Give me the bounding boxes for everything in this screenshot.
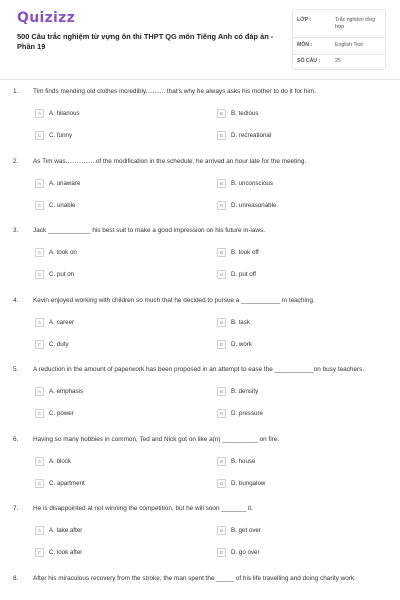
option-letter-box: A [35,526,44,535]
option-letter-box: B [217,318,226,327]
option-label: B. task [231,318,250,326]
question-text: As Tim was.................of the modification in the schedule, he arrived an hour late for the meeting. [33,157,307,165]
meta-count-label: SỐ CÂU : [297,58,321,64]
meta-count-value: 25 [335,58,341,64]
meta-divider [293,37,385,38]
option-letter-box: C [35,201,44,210]
answer-option[interactable] [35,270,74,279]
question-number: 5. [13,366,19,373]
option-letter-box: A [35,109,44,118]
option-letter-box: C [35,131,44,140]
option-letter-box: D [217,270,226,279]
option-letter-box: B [217,526,226,535]
option-label: A. took on [49,249,77,256]
option-label: B. house [231,457,256,465]
option-label: B. took off [231,249,259,256]
answer-option[interactable] [217,409,263,418]
answer-option[interactable] [217,131,271,140]
option-letter-box: B [217,387,226,396]
option-letter-box: B [217,179,226,188]
option-label: D. work [231,340,252,348]
question-number: 1. [13,88,19,95]
option-letter-box: A [35,387,44,396]
answer-option[interactable] [35,340,69,349]
option-letter-box: D [217,201,226,210]
option-label: C. unable [49,201,76,209]
answer-option[interactable] [35,179,80,188]
answer-option[interactable] [217,179,273,188]
header-divider [0,79,400,80]
question-text: Tim finds mending old clothes incredibly........... that's why he always asks his mother to do it for him. [33,88,316,95]
question-text: He is disappointed at not winning the competition, but he will soon _______ it. [33,505,253,512]
option-letter-box: D [217,131,226,140]
option-label: D. recreational [231,132,272,139]
option-label: D. put off [231,271,256,278]
question-number: 3. [13,227,19,234]
meta-divider [293,54,385,55]
option-letter-box: B [217,248,226,257]
meta-class-label: LỚP : [297,17,312,23]
option-label: B. density [231,388,259,395]
option-letter-box: D [217,479,226,488]
meta-info-box [292,9,386,70]
question-number: 4. [13,296,19,304]
answer-option[interactable] [35,131,72,140]
meta-row-subject [297,42,383,49]
option-letter-box: C [35,340,44,349]
question-text: Kevin enjoyed working with children so much that he decided to pursue a ___________ in teaching. [33,296,315,304]
option-label: A. unaware [49,179,81,187]
question-text: Having so many hobbies in common, Ted and Nick got on like a(n) __________ on fire. [33,435,280,443]
answer-option[interactable] [35,109,80,118]
answer-option[interactable] [217,526,261,535]
option-letter-box: A [35,179,44,188]
option-letter-box: C [35,409,44,418]
answer-option[interactable] [35,409,74,418]
option-letter-box: C [35,548,44,557]
option-label: C. put on [49,271,75,278]
option-label: C. look after [49,549,83,556]
option-label: B. tedious [231,110,259,117]
answer-option[interactable] [217,387,258,396]
option-label: B. unconscious [231,179,273,187]
question-number: 6. [13,435,19,443]
question-text: Jack ____________ his best suit to make a good impression on his future in-laws. [33,227,265,234]
answer-option[interactable] [35,479,85,488]
option-label: A. block [49,457,72,465]
meta-row-class [297,17,383,31]
option-letter-box: B [217,457,226,466]
meta-subject-label: MÔN : [297,42,313,48]
answer-option[interactable] [217,318,250,327]
meta-row-count [297,58,383,65]
question-text: A reduction in the amount of paperwork has been proposed in an attempt to ease the ___________on busy teachers. [33,366,365,373]
question-text: After his miraculous recovery from the stroke, the man spent the _____ of his life travelling and doing charity work. [33,574,356,582]
quizizz-logo: Quizizz [17,10,76,26]
answer-option[interactable] [35,526,82,535]
option-label: A. take after [49,527,83,534]
answer-option[interactable] [35,457,71,466]
meta-subject-value: English Test [335,42,363,48]
option-label: C. power [49,410,74,417]
option-letter-box: A [35,248,44,257]
option-label: B. get over [231,527,261,534]
answer-option[interactable] [217,248,259,257]
question-number: 7. [13,505,19,512]
option-label: A. hilarious [49,110,80,117]
answer-option[interactable] [217,340,252,349]
question-number: 2. [13,157,19,165]
option-label: C. apartment [49,479,85,487]
option-label: C. duty [49,340,69,348]
answer-option[interactable] [35,548,82,557]
answer-option[interactable] [217,479,265,488]
answer-option[interactable] [217,201,276,210]
option-label: D. pressure [231,410,263,417]
answer-option[interactable] [217,270,256,279]
option-letter-box: A [35,318,44,327]
answer-option[interactable] [35,318,74,327]
option-label: C. funny [49,132,73,139]
option-label: A. career [49,318,75,326]
option-letter-box: C [35,270,44,279]
option-letter-box: D [217,340,226,349]
answer-option[interactable] [35,248,77,257]
answer-option[interactable] [217,457,255,466]
option-label: D. unreasonable [231,201,277,209]
option-letter-box: B [217,109,226,118]
meta-class-value: Trắc nghiệm tổng hợp [335,17,376,30]
question-number: 8. [13,574,19,582]
option-letter-box: A [35,457,44,466]
option-label: D. go over [231,549,260,556]
option-letter-box: D [217,548,226,557]
page-title: 500 Câu trắc nghiệm từ vựng ôn thi THPT QG môn Tiếng Anh có đáp án - Phần 19 [17,32,274,51]
answer-option[interactable] [35,387,83,396]
option-letter-box: D [217,409,226,418]
answer-option[interactable] [217,548,260,557]
option-label: A. emphasis [49,388,84,395]
option-label: D. bungalow [231,479,266,487]
answer-option[interactable] [35,201,76,210]
option-letter-box: C [35,479,44,488]
answer-option[interactable] [217,109,259,118]
